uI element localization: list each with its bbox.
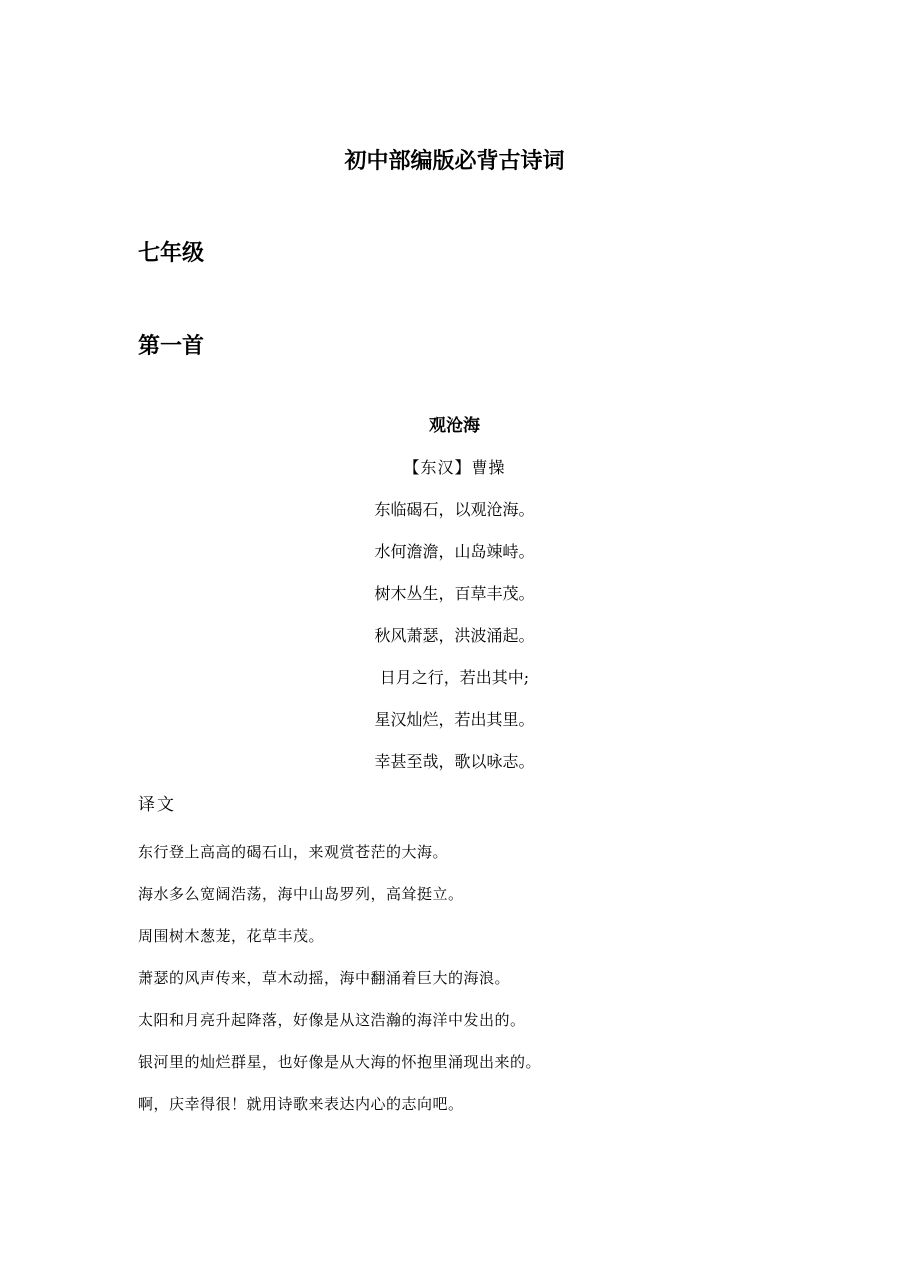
translation-line: 海水多么宽阔浩荡，海中山岛罗列，高耸挺立。 (138, 885, 464, 903)
poem-line: 东临碣石，以观沧海。 (374, 500, 535, 519)
poem-line: 水何澹澹，山岛竦峙。 (374, 542, 535, 561)
poem-line: 树木丛生，百草丰茂。 (374, 584, 535, 603)
poem-line: 幸甚至哉，歌以咏志。 (374, 752, 535, 771)
poem-title: 观沧海 (429, 416, 480, 436)
translation-line: 太阳和月亮升起降落，好像是从这浩瀚的海洋中发出的。 (138, 1011, 526, 1029)
translation-label: 译文 (138, 795, 176, 815)
poem-line: 日月之行，若出其中; (379, 668, 530, 687)
grade-heading: 七年级 (138, 241, 205, 266)
translation-block (138, 838, 838, 1132)
poem-number-heading: 第一首 (138, 334, 205, 359)
translation-line: 啊，庆幸得很！就用诗歌来表达内心的志向吧。 (138, 1095, 464, 1113)
translation-line: 周围树木葱茏，花草丰茂。 (138, 927, 325, 945)
poem-block (0, 412, 909, 790)
poem-line: 秋风萧瑟，洪波涌起。 (374, 626, 535, 645)
translation-line: 萧瑟的风声传来，草木动摇，海中翻涌着巨大的海浪。 (138, 969, 511, 987)
document-title: 初中部编版必背古诗词 (344, 149, 565, 174)
translation-line: 银河里的灿烂群星，也好像是从大海的怀抱里涌现出来的。 (138, 1053, 542, 1071)
poem-author: 【东汉】曹操 (403, 458, 506, 477)
translation-line: 东行登上高高的碣石山，来观赏苍茫的大海。 (138, 843, 449, 861)
poem-line: 星汉灿烂，若出其里。 (374, 710, 535, 729)
